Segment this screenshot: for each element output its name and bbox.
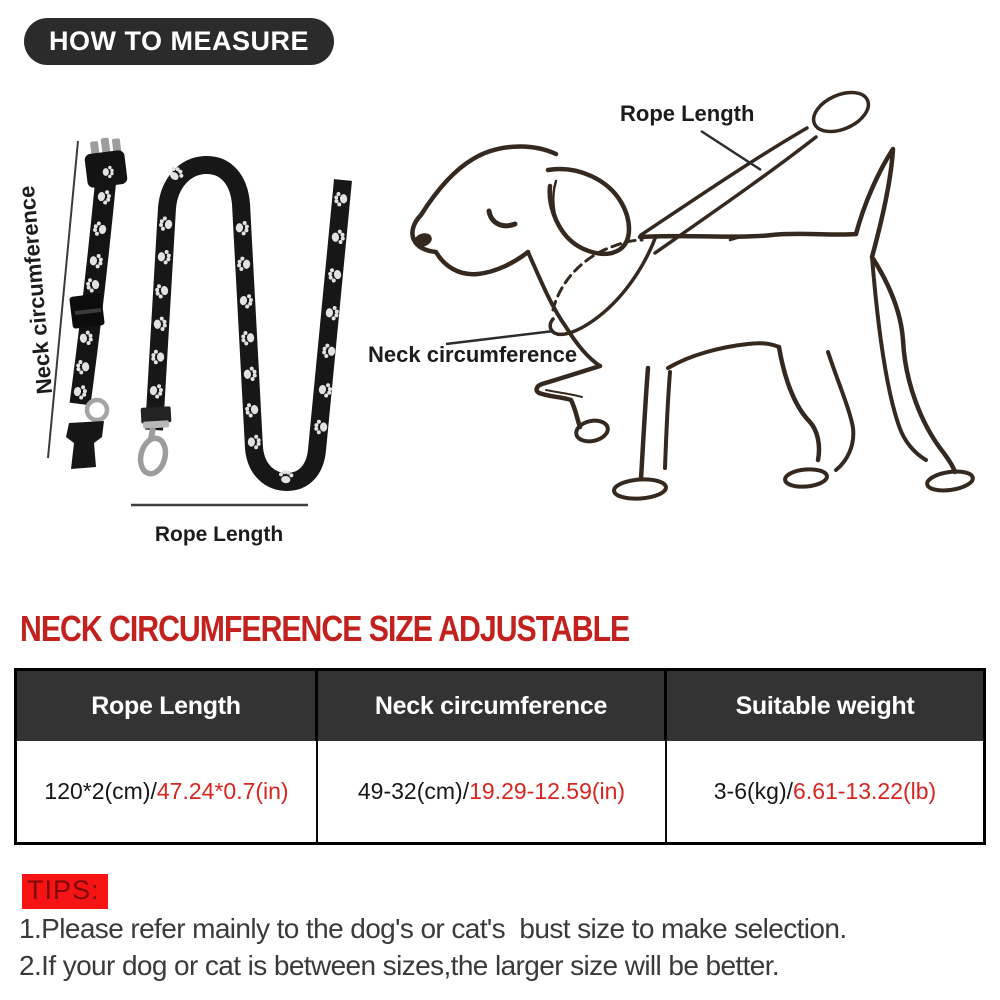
- rope-metric: 120*2(cm)/: [44, 778, 157, 804]
- cell-neck-circumference: [318, 741, 667, 842]
- dog-illustration: [412, 85, 974, 501]
- column-header-rope: Rope Length: [17, 671, 318, 741]
- tips-item-1: 1.Please refer mainly to the dog's or cat's bust size to make selection.: [19, 913, 847, 944]
- dog-rope-label: Rope Length: [620, 101, 755, 126]
- dog-head: [412, 147, 556, 275]
- dog-rear-foot: [926, 469, 974, 493]
- how-to-measure-badge: HOW TO MEASURE: [24, 18, 334, 65]
- collar-clasp: [66, 421, 104, 469]
- collar-d-ring: [87, 400, 107, 420]
- cell-rope-length: [17, 741, 318, 842]
- dog-eye: [489, 211, 515, 226]
- dog-ear: [548, 169, 629, 254]
- leash-rope-label: Rope Length: [154, 523, 284, 546]
- leash-strap: [154, 165, 343, 482]
- rope-leader-line: [701, 131, 761, 170]
- tips-item-2: 2.If your dog or cat is between sizes,the larger size will be better.: [19, 950, 780, 981]
- dog-tail: [856, 149, 903, 340]
- neck-imperial: 19.29-12.59(in): [469, 778, 626, 804]
- neck-metric: 49-32(cm)/: [357, 778, 470, 804]
- leash-snap-hook: [137, 436, 169, 477]
- leash-illustration: [137, 164, 348, 484]
- rope-imperial: 47.24*0.7(in): [156, 778, 289, 804]
- dog-back: [640, 234, 856, 237]
- dog-neck-label: Neck circumference: [368, 342, 578, 367]
- size-heading: NECK CIRCUMFERENCE SIZE ADJUSTABLE: [20, 608, 630, 649]
- dog-hind-foot: [784, 468, 827, 489]
- column-header-neck: Neck circumference: [318, 671, 667, 741]
- neck-band-dashed: [553, 240, 642, 310]
- cell-suitable-weight: [667, 741, 983, 842]
- column-header-weight: Suitable weight: [667, 671, 983, 741]
- dog-front-foot: [613, 478, 666, 501]
- tips-title: TIPS:: [22, 874, 108, 909]
- weight-metric: 3-6(kg)/: [713, 778, 794, 804]
- weight-imperial: 6.61-13.22(lb): [793, 778, 937, 804]
- collar-illustration: [66, 136, 128, 469]
- collar-neck-label: Neck circumference: [13, 184, 58, 396]
- leash-handle-loop: [808, 85, 875, 140]
- size-table: [14, 668, 986, 845]
- dog-leash-band: [641, 128, 807, 235]
